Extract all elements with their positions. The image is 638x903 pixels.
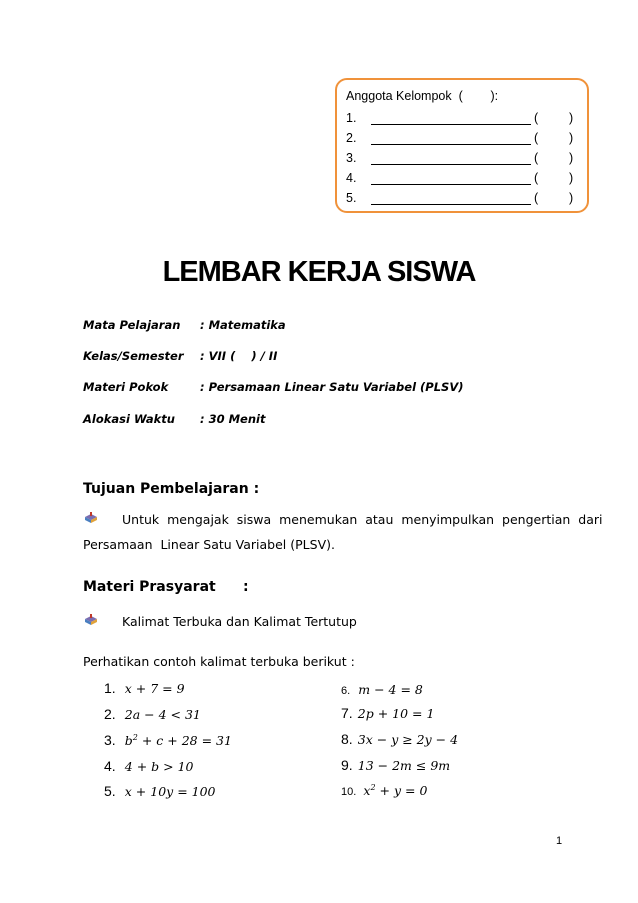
- expr-exponent: 2: [370, 782, 376, 792]
- example-item: [341, 755, 450, 774]
- group-member-row: [346, 131, 584, 149]
- example-item: [341, 780, 427, 799]
- example-expression: 𝑥 + 7 = 9: [124, 681, 185, 696]
- example-expression: 2𝑎 − 4 < 31: [124, 707, 201, 722]
- example-number: 7.: [341, 705, 353, 721]
- expr-base: 𝑥: [363, 783, 371, 798]
- example-expression: 4 + 𝑏 > 10: [124, 759, 194, 774]
- member-paren-open: (: [534, 191, 539, 205]
- book-bullet-icon: [84, 613, 98, 627]
- example-item: [104, 756, 193, 775]
- group-member-row: [346, 191, 584, 209]
- example-number: 3.: [104, 732, 116, 748]
- member-number: 1.: [346, 111, 357, 125]
- class-semester-value: : VII ( ) / II: [200, 349, 278, 363]
- member-number: 3.: [346, 151, 357, 165]
- subject-label: Mata Pelajaran: [83, 318, 181, 332]
- learning-objective-heading: Tujuan Pembelajaran :: [83, 481, 260, 497]
- example-expression: 𝑚 − 4 = 8: [358, 682, 423, 697]
- member-paren-close: ): [569, 111, 574, 125]
- member-paren-open: (: [534, 171, 539, 185]
- expr-rest: + 𝑐 + 28 = 31: [137, 733, 232, 748]
- example-item: [104, 730, 232, 749]
- prerequisite-heading: Materi Prasyarat: [83, 579, 216, 595]
- example-item: [104, 678, 185, 697]
- example-number: 2.: [104, 706, 116, 722]
- group-member-row: [346, 171, 584, 189]
- group-member-row: [346, 151, 584, 169]
- page-number: 1: [556, 835, 563, 847]
- example-number: 9.: [341, 757, 353, 773]
- prerequisite-item: Kalimat Terbuka dan Kalimat Tertutup: [122, 614, 357, 629]
- example-number: 8.: [341, 731, 353, 747]
- objective-text-line-1: Untuk mengajak siswa menemukan atau menyimpulkan pengertian dari: [122, 512, 603, 527]
- group-member-row: [346, 111, 584, 129]
- member-paren-open: (: [534, 111, 539, 125]
- example-expression: 𝑥 + 10𝑦 = 100: [124, 784, 216, 799]
- member-name-blank: [371, 171, 531, 185]
- example-expression: [125, 733, 232, 748]
- class-semester-label: Kelas/Semester: [83, 349, 184, 363]
- example-item: [341, 703, 434, 722]
- member-paren-close: ): [569, 151, 574, 165]
- expr-rest: + 𝑦 = 0: [375, 783, 428, 798]
- member-number: 4.: [346, 171, 357, 185]
- member-paren-open: (: [534, 151, 539, 165]
- example-expression: 2𝑝 + 10 = 1: [357, 706, 435, 721]
- member-paren-close: ): [569, 171, 574, 185]
- example-number: 6.: [341, 685, 351, 697]
- book-bullet-icon: [84, 511, 98, 525]
- member-name-blank: [371, 111, 531, 125]
- example-expression: [363, 783, 427, 798]
- member-number: 2.: [346, 131, 357, 145]
- member-name-blank: [371, 151, 531, 165]
- example-item: [104, 704, 201, 723]
- member-paren-close: ): [569, 191, 574, 205]
- example-item: [341, 729, 458, 748]
- member-paren-close: ): [569, 131, 574, 145]
- example-number: 1.: [104, 680, 116, 696]
- expr-base: 𝑏: [124, 733, 133, 748]
- example-number: 10.: [341, 786, 357, 798]
- expr-exponent: 2: [132, 732, 138, 742]
- group-box-title: Anggota Kelompok ( ):: [346, 89, 499, 103]
- subject-value: : Matematika: [200, 318, 286, 332]
- example-item: [341, 679, 423, 698]
- time-allocation-value: : 30 Menit: [200, 412, 266, 426]
- time-allocation-label: Alokasi Waktu: [83, 412, 175, 426]
- topic-label: Materi Pokok: [83, 380, 169, 394]
- objective-text-line-2: Persamaan Linear Satu Variabel (PLSV).: [83, 537, 335, 552]
- member-name-blank: [371, 191, 531, 205]
- member-paren-open: (: [534, 131, 539, 145]
- example-item: [104, 781, 216, 800]
- example-expression: 3𝑥 − 𝑦 ≥ 2𝑦 − 4: [357, 732, 459, 747]
- topic-value: : Persamaan Linear Satu Variabel (PLSV): [200, 380, 464, 394]
- example-number: 4.: [104, 758, 116, 774]
- group-members-box: [335, 78, 589, 213]
- prerequisite-heading-colon: :: [243, 579, 249, 595]
- example-expression: 13 − 2𝑚 ≤ 9𝑚: [357, 758, 451, 773]
- example-number: 5.: [104, 783, 116, 799]
- examples-intro: Perhatikan contoh kalimat terbuka berikut :: [83, 654, 355, 669]
- member-name-blank: [371, 131, 531, 145]
- page-title: LEMBAR KERJA SISWA: [162, 256, 476, 288]
- member-number: 5.: [346, 191, 357, 205]
